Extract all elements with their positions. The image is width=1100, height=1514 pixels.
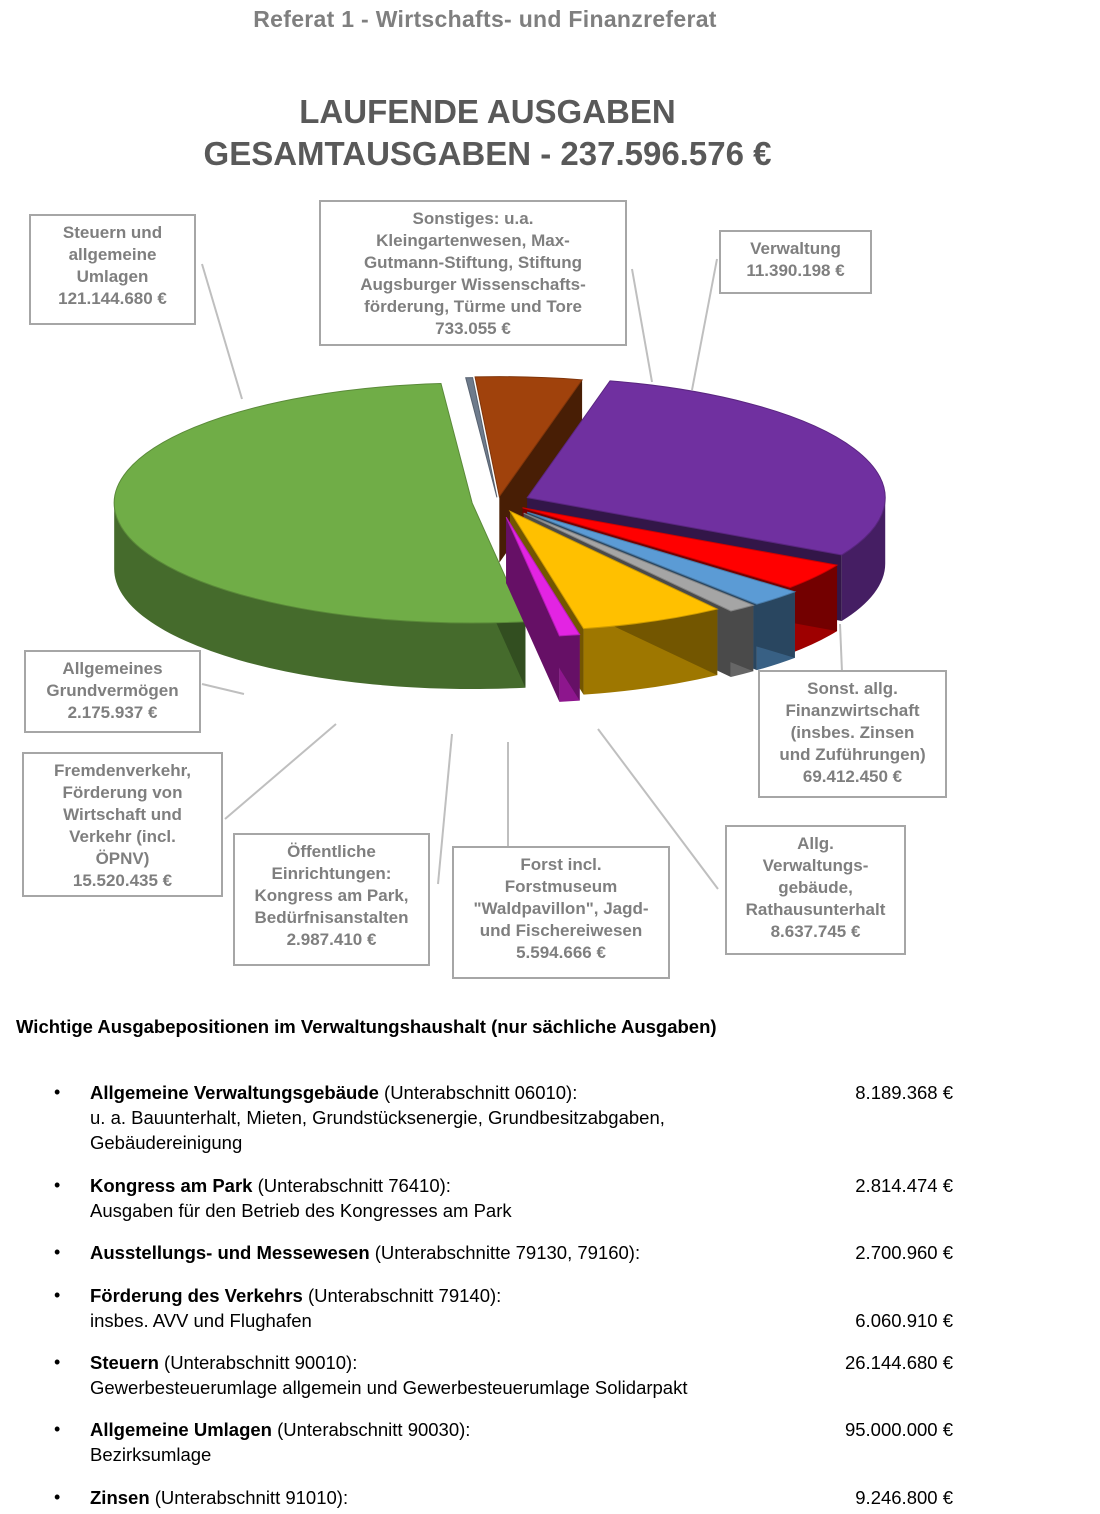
item-desc: insbes. AVV und Flughafen [90, 1310, 312, 1331]
item-detail: (Unterabschnitt 91010): [149, 1487, 349, 1508]
item-name: Förderung des Verkehrs [90, 1285, 303, 1306]
bullet: • [54, 1082, 61, 1102]
bullet: • [54, 1487, 61, 1507]
item-detail: (Unterabschnitt 90010): [158, 1352, 358, 1373]
bullet: • [54, 1352, 61, 1372]
label-box-finanzwirtschaft: Sonst. allg. Finanzwirtschaft (insbes. Zinsen und Zuführungen) 69.412.450 € [758, 670, 947, 798]
item-text [90, 1485, 810, 1510]
item-amount: 2.814.474 € [855, 1175, 953, 1196]
leader-line-verwaltungsgebaeude [840, 624, 842, 672]
item-amount: 95.000.000 € [844, 1419, 953, 1440]
label-box-verwaltungsgebaeude: Allg. Verwaltungs- gebäude, Rathausunterhalt 8.637.745 € [725, 825, 906, 955]
item-name: Zinsen [90, 1487, 150, 1508]
item-name: Allgemeine Umlagen [90, 1419, 272, 1440]
item-amount: 6.060.910 € [855, 1310, 953, 1331]
item-detail: (Unterabschnitt 06010): [378, 1082, 578, 1103]
item-amount: 8.189.368 € [855, 1082, 953, 1103]
item-name: Kongress am Park [90, 1175, 253, 1196]
item-text [90, 1417, 810, 1467]
label-box-fremdenverkehr: Fremdenverkehr, Förderung von Wirtschaft und Verkehr (incl. ÖPNV) 15.520.435 € [22, 752, 223, 897]
item-name: Steuern [90, 1352, 159, 1373]
item-desc: Ausgaben für den Betrieb des Kongresses am Park [90, 1200, 512, 1221]
bullet: • [54, 1242, 61, 1262]
item-desc: Gewerbesteuerumlage allgemein und Gewerbesteuerumlage Solidarpakt [90, 1377, 688, 1398]
leader-line-finanzwirtschaft [692, 259, 717, 390]
item-detail: (Unterabschnitt 76410): [252, 1175, 451, 1196]
item-desc: Bezirksumlage [90, 1444, 212, 1465]
leader-line-verwaltung [632, 269, 652, 382]
leader-line-steuern [202, 684, 244, 694]
chart-title-line1: LAUFENDE AUSGABEN [299, 93, 676, 130]
item-text [90, 1080, 810, 1155]
item-text [90, 1283, 810, 1333]
leader-line-fremdenverkehr [438, 734, 452, 884]
leader-line-sonstiges [202, 264, 242, 399]
item-amount: 26.144.680 € [844, 1352, 953, 1373]
label-box-verwaltung: Verwaltung 11.390.198 € [719, 230, 872, 294]
label-box-oeffentliche-einrichtungen: Öffentliche Einrichtungen: Kongress am Park, Bedürfnisanstalten 2.987.410 € [233, 833, 430, 966]
section-heading: Wichtige Ausgabepositionen im Verwaltungshaushalt (nur sächliche Ausgaben) [16, 1016, 717, 1037]
item-text [90, 1240, 810, 1265]
page-header: Referat 1 - Wirtschafts- und Finanzreferat [253, 6, 717, 32]
label-box-forst: Forst incl. Forstmuseum "Waldpavillon", Jagd- und Fischereiwesen 5.594.666 € [452, 846, 670, 979]
item-detail: (Unterabschnitte 79130, 79160): [369, 1242, 641, 1263]
item-name: Ausstellungs- und Messewesen [90, 1242, 370, 1263]
item-detail: (Unterabschnitt 90030): [271, 1419, 471, 1440]
pie-chart [20, 74, 955, 992]
bullet: • [54, 1419, 61, 1439]
leader-line-grundvermoegen [225, 724, 336, 819]
item-name: Allgemeine Verwaltungsgebäude [90, 1082, 379, 1103]
bullet: • [54, 1175, 61, 1195]
item-text [90, 1173, 810, 1223]
chart-title-line2: GESAMTAUSGABEN - 237.596.576 € [203, 135, 772, 172]
bullet: • [54, 1285, 61, 1305]
item-text [90, 1350, 810, 1400]
item-detail: (Unterabschnitt 79140): [302, 1285, 502, 1306]
item-amount: 2.700.960 € [855, 1242, 953, 1263]
label-box-sonstiges: Sonstiges: u.a. Kleingartenwesen, Max- Gutmann-Stiftung, Stiftung Augsburger Wissenschafts- förderung, Türme und Tore 733.055 € [319, 200, 627, 346]
label-box-grundvermoegen: Allgemeines Grundvermögen 2.175.937 € [24, 650, 201, 733]
pie-slice-steuern [114, 383, 525, 689]
item-amount: 9.246.800 € [855, 1487, 953, 1508]
label-box-steuern: Steuern und allgemeine Umlagen 121.144.680 € [29, 214, 196, 325]
item-desc: u. a. Bauunterhalt, Mieten, Grundstücksenergie, Grundbesitzabgaben, Gebäudereinigung [90, 1107, 665, 1153]
